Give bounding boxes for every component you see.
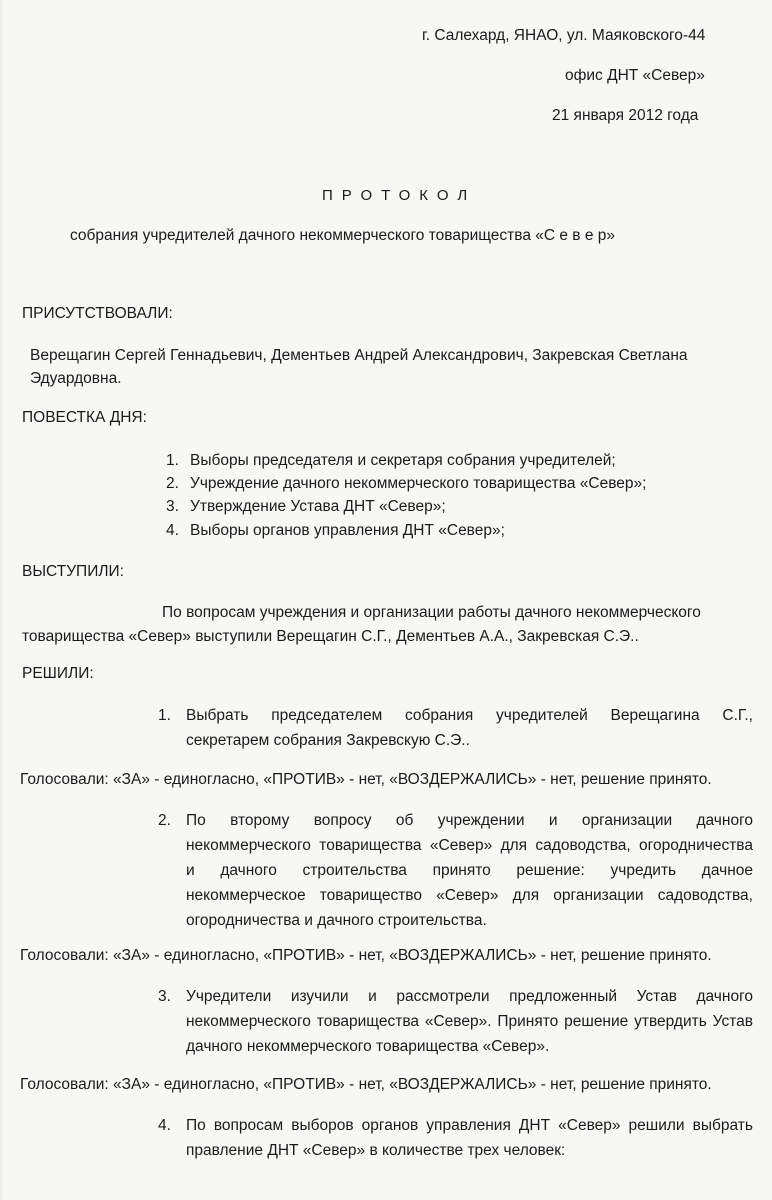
header-office: офис ДНТ «Север» xyxy=(565,67,705,84)
decision-line: По второму вопросу об учреждении и организации дачного xyxy=(186,812,753,829)
vote-result: Голосовали: «ЗА» - единогласно, «ПРОТИВ» - нет, «ВОЗДЕРЖАЛИСЬ» - нет, решение принято. xyxy=(20,947,712,964)
vote-result: Голосовали: «ЗА» - единогласно, «ПРОТИВ» - нет, «ВОЗДЕРЖАЛИСЬ» - нет, решение принято. xyxy=(20,1076,712,1093)
present-line-1: Верещагин Сергей Геннадьевич, Дементьев Андрей Александрович, Закревская Светлана xyxy=(30,347,688,364)
agenda-item-number: 3. xyxy=(166,498,179,515)
scan-edge-left xyxy=(0,0,4,1200)
header-address: г. Салехард, ЯНАО, ул. Маяковского-44 xyxy=(422,27,706,44)
decision-line: правление ДНТ «Север» в количестве трех человек: xyxy=(186,1142,566,1159)
decision-line: дачного некоммерческого товарищества «Север». xyxy=(186,1038,550,1055)
decision-line: и дачного строительства принято решение: учредить дачное xyxy=(186,862,753,879)
present-line-2: Эдуардовна. xyxy=(30,370,122,387)
speakers-line-2: товарищества «Север» выступили Верещагин С.Г., Дементьев А.А., Закревская С.Э.. xyxy=(22,628,639,645)
agenda-item-number: 4. xyxy=(166,522,179,539)
decision-line: По вопросам выборов органов управления ДНТ «Север» решили выбрать xyxy=(186,1117,753,1134)
decision-line: Выбрать председателем собрания учредителей Верещагина С.Г., xyxy=(186,707,753,724)
agenda-item-text: Выборы председателя и секретаря собрания учредителей; xyxy=(190,452,616,469)
decision-number: 4. xyxy=(158,1117,171,1134)
agenda-item-text: Утверждение Устава ДНТ «Север»; xyxy=(190,498,446,515)
decision-text xyxy=(186,984,753,1059)
agenda-item-text: Учреждение дачного некоммерческого товарищества «Север»; xyxy=(190,475,647,492)
decision-line: Учредители изучили и рассмотрели предложенный Устав дачного xyxy=(186,988,753,1005)
decision-text xyxy=(186,703,753,753)
decision-text xyxy=(186,1113,753,1163)
agenda-item-number: 2. xyxy=(166,475,179,492)
document-title: ПРОТОКОЛ xyxy=(322,187,477,204)
decision-number: 3. xyxy=(158,988,171,1005)
agenda-item-number: 1. xyxy=(166,452,179,469)
header-date: 21 января 2012 года xyxy=(552,107,699,124)
agenda-heading: ПОВЕСТКА ДНЯ: xyxy=(22,409,147,426)
present-heading: ПРИСУТСТВОВАЛИ: xyxy=(22,305,173,322)
document-subtitle: собрания учредителей дачного некоммерческого товарищества «С е в е р» xyxy=(70,227,616,244)
speakers-heading: ВЫСТУПИЛИ: xyxy=(22,563,124,580)
decision-line: некоммерческого товарищества «Север» для садоводства, огородничества xyxy=(186,837,753,854)
decision-line: некоммерческого товарищества «Север». Принято решение утвердить Устав xyxy=(186,1013,753,1030)
decision-line: огородничества и дачного строительства. xyxy=(186,912,487,929)
decision-number: 1. xyxy=(158,707,171,724)
decision-text xyxy=(186,808,753,933)
speakers-line-1: По вопросам учреждения и организации работы дачного некоммерческого xyxy=(162,604,701,621)
agenda-item-text: Выборы органов управления ДНТ «Север»; xyxy=(190,522,505,539)
vote-result: Голосовали: «ЗА» - единогласно, «ПРОТИВ» - нет, «ВОЗДЕРЖАЛИСЬ» - нет, решение принято. xyxy=(20,771,712,788)
decision-line: секретарем собрания Закревскую С.Э.. xyxy=(186,732,470,749)
decisions-heading: РЕШИЛИ: xyxy=(22,665,94,682)
decision-line: некоммерческое товарищество «Север» для организации садоводства, xyxy=(186,887,753,904)
decision-number: 2. xyxy=(158,812,171,829)
